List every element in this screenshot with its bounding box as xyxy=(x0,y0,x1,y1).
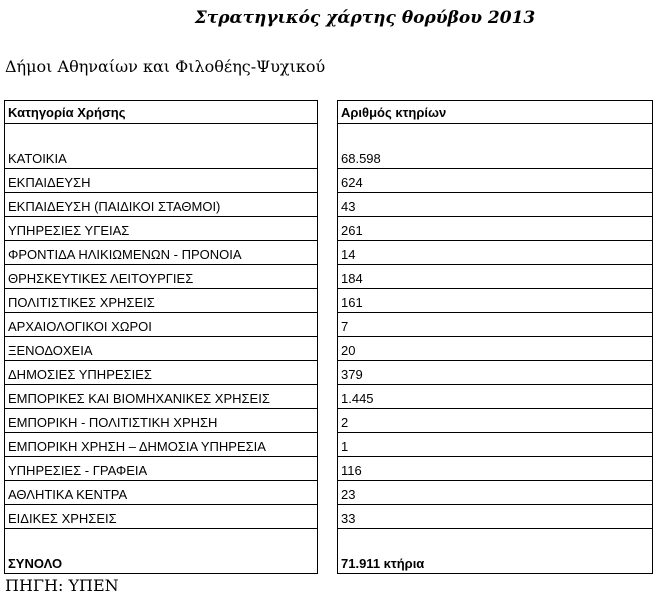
buildings-cell: 261 xyxy=(337,217,653,241)
buildings-cell: 14 xyxy=(337,241,653,265)
buildings-cell: 1 xyxy=(337,433,653,457)
buildings-column xyxy=(337,100,653,574)
category-cell: ΔΗΜΟΣΙΕΣ ΥΠΗΡΕΣΙΕΣ xyxy=(4,361,318,385)
category-cell: ΥΠΗΡΕΣΙΕΣ ΥΓΕΙΑΣ xyxy=(4,217,318,241)
buildings-cell: 1.445 xyxy=(337,385,653,409)
document-subtitle: Δήμοι Αθηναίων και Φιλοθέης-Ψυχικού xyxy=(5,57,326,76)
category-cell: ΠΟΛΙΤΙΣΤΙΚΕΣ ΧΡΗΣΕΙΣ xyxy=(4,289,318,313)
buildings-cell: 43 xyxy=(337,193,653,217)
buildings-total-cell: 71.911 κτήρια xyxy=(337,529,653,574)
buildings-cell: 7 xyxy=(337,313,653,337)
category-column xyxy=(4,100,318,574)
category-cell: ΕΜΠΟΡΙΚΗ - ΠΟΛΙΤΙΣΤΙΚΗ ΧΡΗΣΗ xyxy=(4,409,318,433)
category-total-cell: ΣΥΝΟΛΟ xyxy=(4,529,318,574)
category-cell: ΘΡΗΣΚΕΥΤΙΚΕΣ ΛΕΙΤΟΥΡΓΙΕΣ xyxy=(4,265,318,289)
source-note: ΠΗΓΗ: ΥΠΕΝ xyxy=(5,576,119,595)
buildings-cell: 33 xyxy=(337,505,653,529)
buildings-cell: 379 xyxy=(337,361,653,385)
buildings-cell: 23 xyxy=(337,481,653,505)
category-cell: ΕΜΠΟΡΙΚΕΣ ΚΑΙ ΒΙΟΜΗΧΑΝΙΚΕΣ ΧΡΗΣΕΙΣ xyxy=(4,385,318,409)
buildings-cell: 116 xyxy=(337,457,653,481)
buildings-cell: 20 xyxy=(337,337,653,361)
category-cell: ΥΠΗΡΕΣΙΕΣ - ΓΡΑΦΕΙΑ xyxy=(4,457,318,481)
buildings-cell: 2 xyxy=(337,409,653,433)
category-cell: ΕΚΠΑΙΔΕΥΣΗ xyxy=(4,169,318,193)
document-title: Στρατηγικός χάρτης θορύβου 2013 xyxy=(194,8,536,28)
category-cell: ΑΡΧΑΙΟΛΟΓΙΚΟΙ ΧΩΡΟΙ xyxy=(4,313,318,337)
category-cell: ΦΡΟΝΤΙΔΑ ΗΛΙΚΙΩΜΕΝΩΝ - ΠΡΟΝΟΙΑ xyxy=(4,241,318,265)
category-cell: ΚΑΤΟΙΚΙΑ xyxy=(4,124,318,169)
buildings-cell: 184 xyxy=(337,265,653,289)
buildings-cell: 68.598 xyxy=(337,124,653,169)
buildings-cell: 624 xyxy=(337,169,653,193)
buildings-cell: 161 xyxy=(337,289,653,313)
category-cell: ΑΘΛΗΤΙΚΑ ΚΕΝΤΡΑ xyxy=(4,481,318,505)
category-cell: ΕΙΔΙΚΕΣ ΧΡΗΣΕΙΣ xyxy=(4,505,318,529)
category-cell: ΕΜΠΟΡΙΚΗ ΧΡΗΣΗ – ΔΗΜΟΣΙΑ ΥΠΗΡΕΣΙΑ xyxy=(4,433,318,457)
category-cell: ΕΚΠΑΙΔΕΥΣΗ (ΠΑΙΔΙΚΟΙ ΣΤΑΘΜΟΙ) xyxy=(4,193,318,217)
category-header: Κατηγορία Χρήσης xyxy=(4,100,318,124)
category-cell: ΞΕΝΟΔΟΧΕΙΑ xyxy=(4,337,318,361)
buildings-header: Αριθμός κτηρίων xyxy=(337,100,653,124)
